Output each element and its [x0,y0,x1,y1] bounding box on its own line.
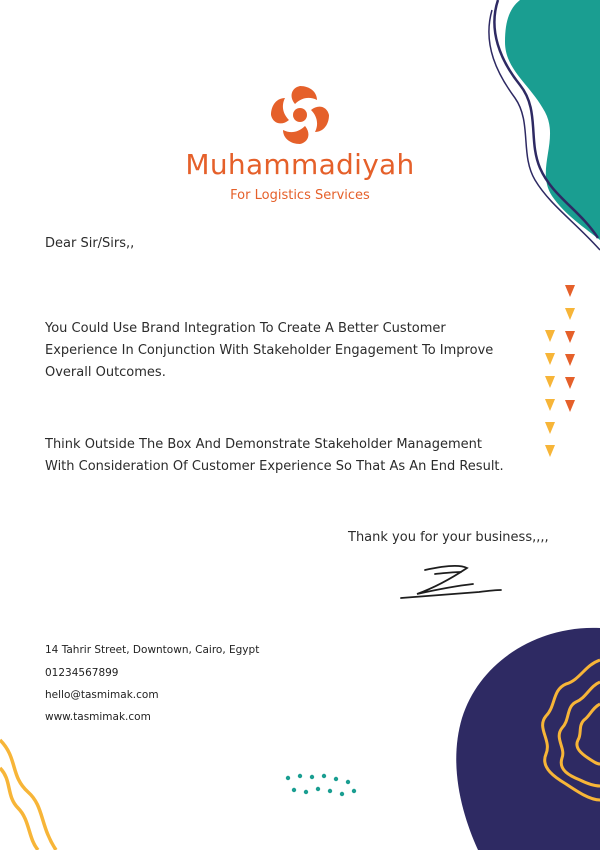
teal-wave-shape [505,0,600,240]
triangle-pattern [545,285,575,457]
letter-paragraph: You Could Use Brand Integration To Create A Better Customer Experience In Conjunction With Stakeholder Engagement To Improve Overall Outcomes. [45,321,494,380]
contact-email[interactable]: hello@tasmimak.com [45,689,159,701]
brand-logo-icon [265,80,335,150]
letter-greeting: Dear Sir/Sirs,, [45,236,135,251]
brand-name: Muhammadiyah [185,148,415,181]
contact-address: 14 Tahrir Street, Downtown, Cairo, Egypt [45,644,260,656]
brand-tagline: For Logistics Services [230,188,370,203]
contact-website[interactable]: www.tasmimak.com [45,711,151,723]
bottom-left-squiggle [0,740,56,850]
signature-image [395,560,505,605]
letter-paragraph: Think Outside The Box And Demonstrate Stakeholder Management With Consideration Of Customer Experience So That As An End Result. [45,437,504,474]
teal-dots [286,774,356,796]
contact-phone: 01234567899 [45,667,119,679]
letter-closing: Thank you for your business,,,, [348,530,549,545]
